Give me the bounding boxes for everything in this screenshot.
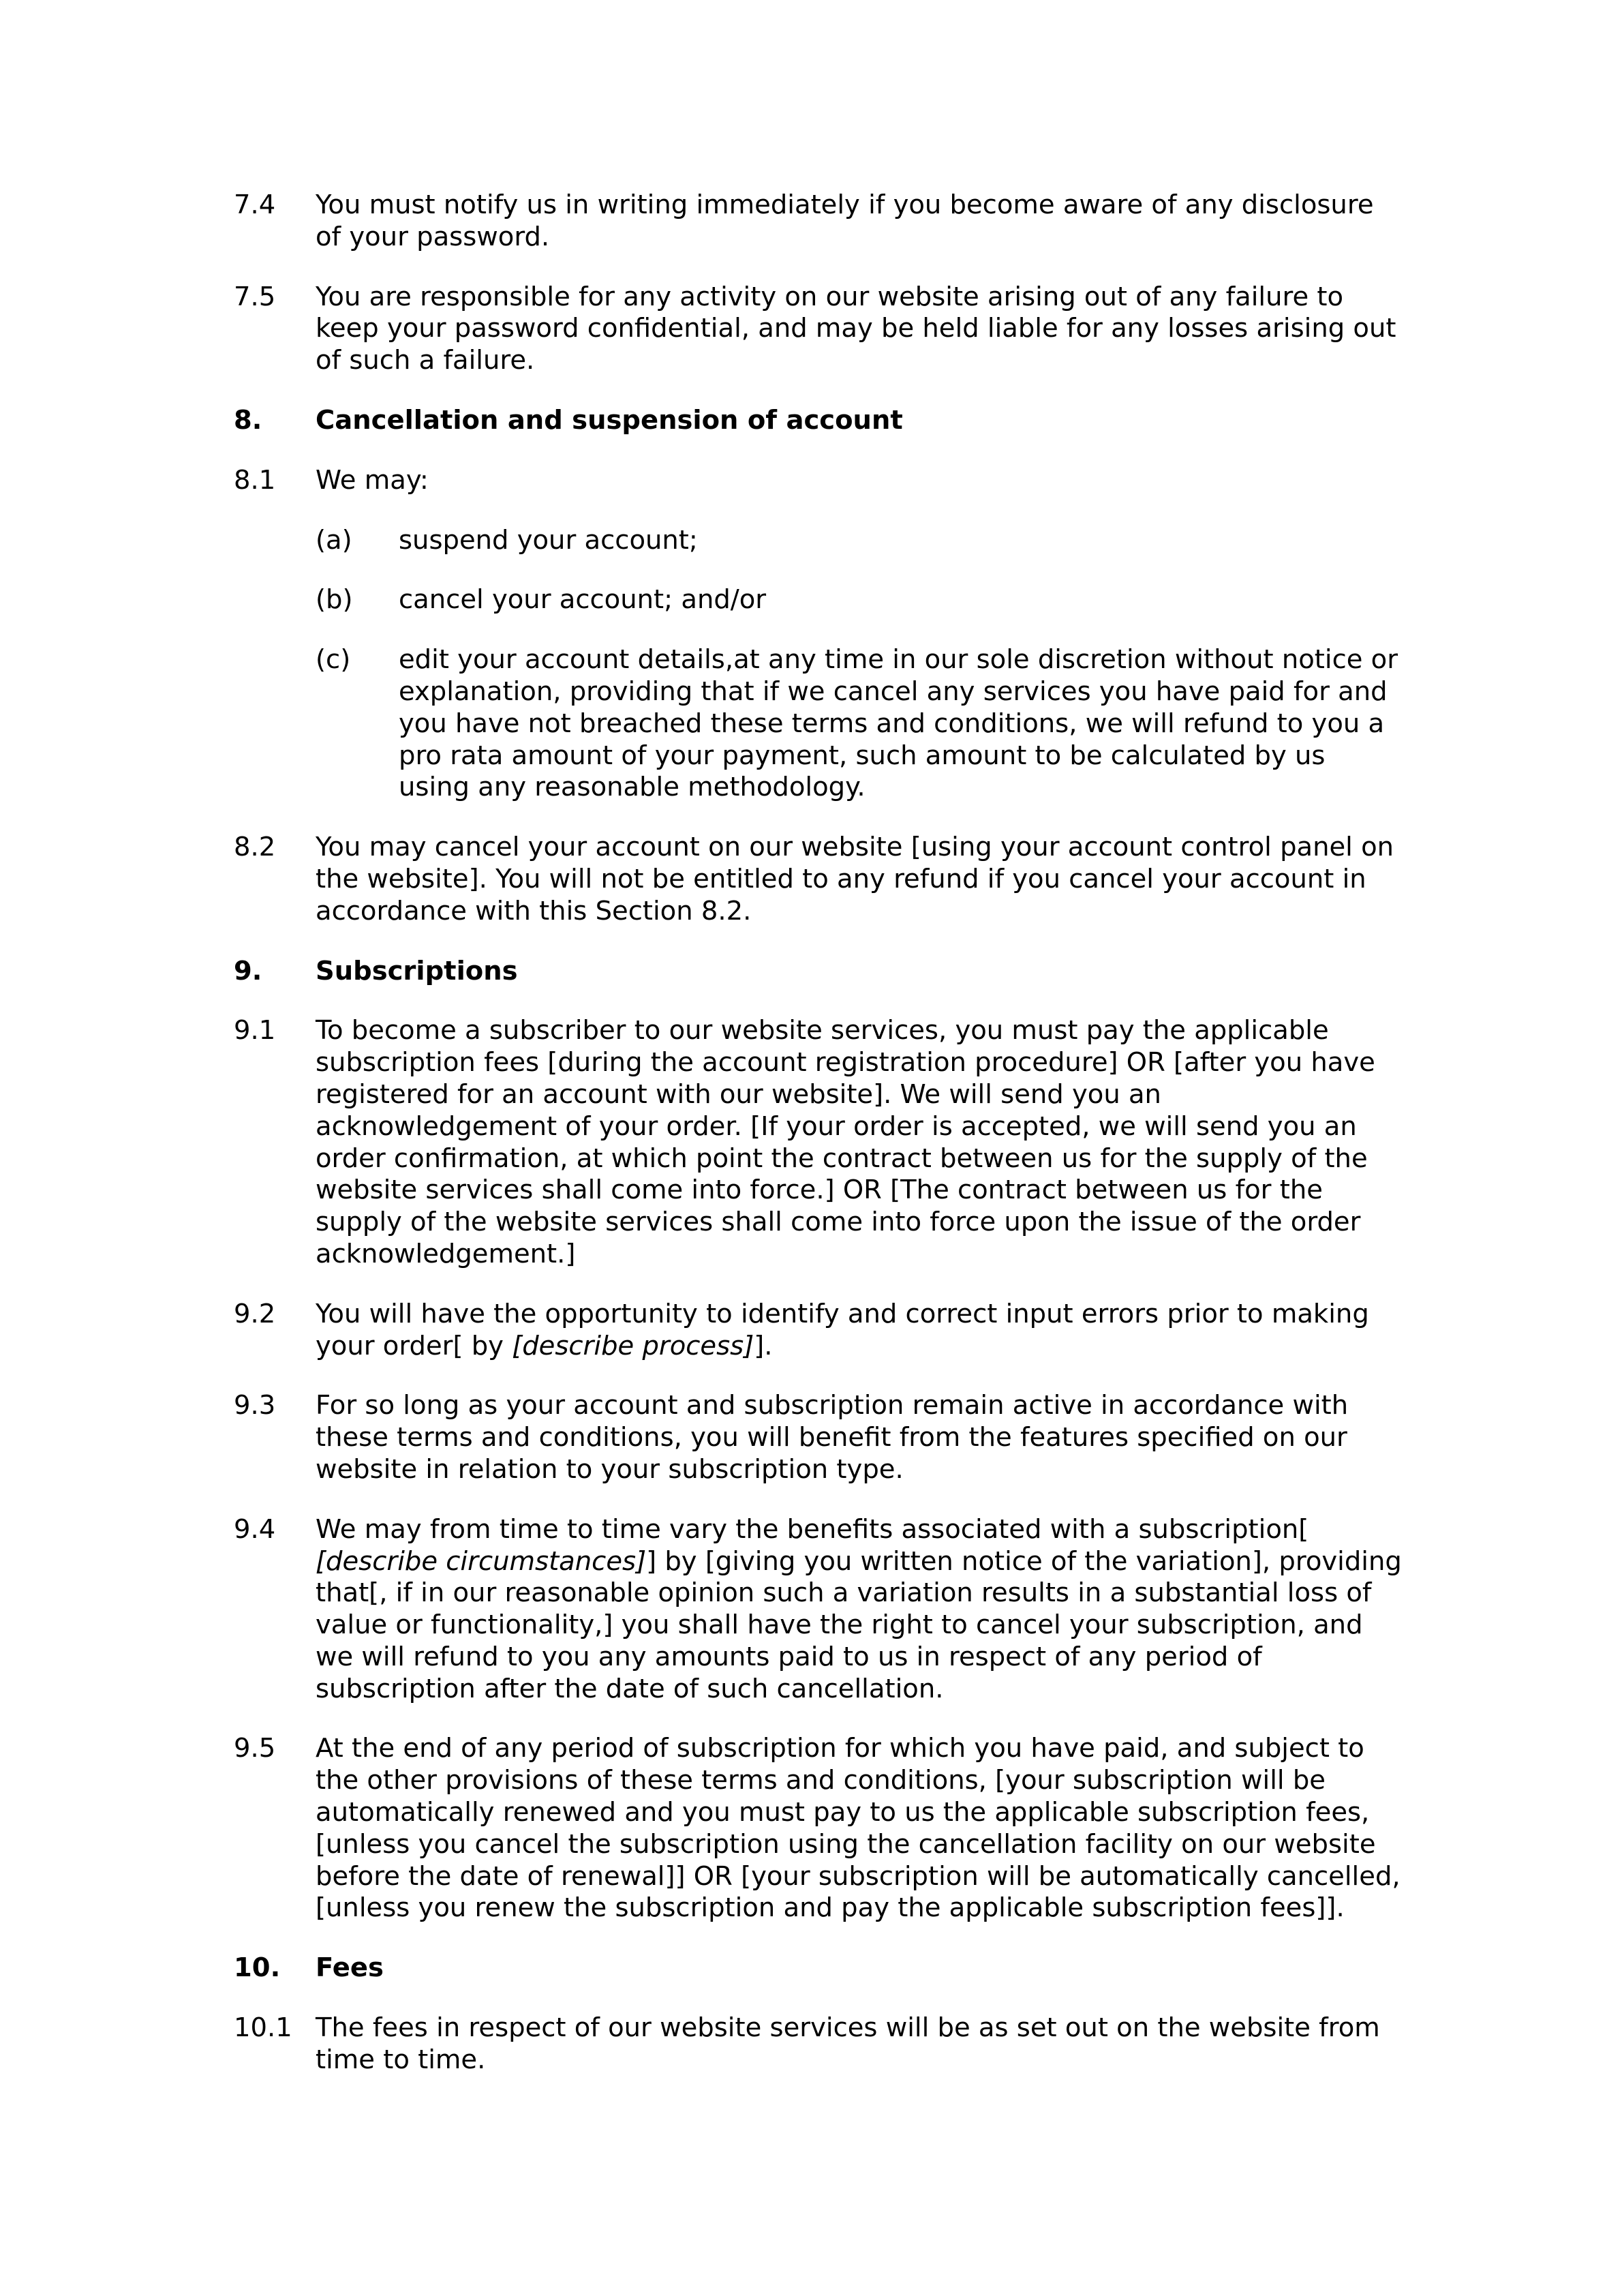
section-title: Cancellation and suspension of account xyxy=(316,404,903,436)
clause-10-1 xyxy=(234,2012,1404,2076)
subclause-text: cancel your account; and/or xyxy=(399,584,767,616)
clause-9-4 xyxy=(234,1514,1404,1706)
clause-text: To become a subscriber to our website services, you must pay the applicable subscription fees [during the account registration procedure] OR [after you have registered for an account with our website]. We will send you an acknowledgement of your order. [If your order is accepted, we will send you an order confirmation, at which point the contract between us for the supply of the website services shall come into force.] OR [The contract between us for the supply of the website services shall come into force upon the issue of the order acknowledgement.] xyxy=(316,1015,1375,1269)
clause-number: 10.1 xyxy=(234,2012,292,2044)
clause-text xyxy=(316,1514,1404,1706)
clause-number: 8.2 xyxy=(234,832,276,863)
clause-number: 9.1 xyxy=(234,1015,276,1046)
section-heading-8 xyxy=(234,405,1404,437)
subclause-text: suspend your account; xyxy=(399,524,698,556)
section-number: 8. xyxy=(234,404,262,436)
clause-number: 8.1 xyxy=(234,464,276,496)
placeholder-text: [describe circumstances] xyxy=(316,1545,647,1577)
clause-text: You must notify us in writing immediately if you become aware of any disclosure of your password. xyxy=(316,190,1374,252)
section-title: Fees xyxy=(316,1952,384,1984)
clause-text: We may: xyxy=(316,464,429,496)
clause-text-part: We may from time to time vary the benefits associated with a subscription[ xyxy=(316,1513,1309,1545)
clause-7-4 xyxy=(234,190,1404,254)
section-number: 10. xyxy=(234,1952,281,1984)
subclause-8-1-b xyxy=(234,584,1404,616)
clause-number: 7.4 xyxy=(234,190,276,220)
placeholder-text: [describe process] xyxy=(512,1330,754,1361)
clause-text: The fees in respect of our website services will be as set out on the website from time to time. xyxy=(316,2012,1380,2075)
clause-text: You may cancel your account on our website [using your account control panel on the website]. You will not be entitled to any refund if you cancel your account in accordance with this Section 8.2. xyxy=(316,832,1394,926)
clause-9-5 xyxy=(234,1733,1404,1924)
clause-text-part: You will have the opportunity to identify and correct input errors prior to making your order[ by xyxy=(316,1298,1369,1361)
clause-number: 9.3 xyxy=(234,1390,276,1421)
clause-8-2 xyxy=(234,832,1404,927)
clause-9-2 xyxy=(234,1299,1404,1363)
clause-text: For so long as your account and subscription remain active in accordance with these terms and conditions, you will benefit from the features specified on our website in relation to your subscription type. xyxy=(316,1390,1349,1485)
subclause-8-1-c xyxy=(234,644,1404,804)
clause-text: You are responsible for any activity on our website arising out of any failure to keep your password confidential, and may be held liable for any losses arising out of such a failure. xyxy=(316,281,1396,376)
subclause-letter: (c) xyxy=(316,644,351,676)
section-heading-10 xyxy=(234,1952,1404,1984)
subclause-letter: (a) xyxy=(316,524,352,556)
subclause-text: edit your account details,at any time in our sole discretion without notice or explanation, providing that if we cancel any services you have paid for and you have not breached these terms and conditions, we will refund to you a pro rata amount of your payment, such amount to be calculated by us using any reasonable methodology. xyxy=(399,644,1398,803)
clause-text-part: ]. xyxy=(754,1330,773,1361)
document-page xyxy=(234,190,1404,2104)
clause-9-3 xyxy=(234,1390,1404,1485)
subclause-8-1-a xyxy=(234,525,1404,557)
clause-number: 7.5 xyxy=(234,281,276,312)
clause-text: At the end of any period of subscription for which you have paid, and subject to the other provisions of these terms and conditions, [your subscription will be automatically renewed and you must pay to us the applicable subscription fees, [unless you cancel the subscription using the cancellation facility on our website before the date of renewal]] OR [your subscription will be automatically cancelled, [unless you renew the subscription and pay the applicable subscription fees]]. xyxy=(316,1733,1401,1924)
section-number: 9. xyxy=(234,955,262,986)
clause-9-1 xyxy=(234,1015,1404,1270)
section-heading-9 xyxy=(234,956,1404,988)
clause-text-part: ] by [giving you written notice of the variation], providing that[, if in our reasonable opinion such a variation results in a substantial loss of value or functionality,] you shall have the right to cancel your subscription, and we will refund to you any amounts paid to us in respect of any period of subscription after the date of such cancellation. xyxy=(316,1545,1402,1704)
clause-number: 9.5 xyxy=(234,1733,276,1764)
clause-7-5 xyxy=(234,282,1404,377)
subclause-letter: (b) xyxy=(316,584,353,616)
clause-text xyxy=(316,1299,1404,1363)
section-title: Subscriptions xyxy=(316,955,518,986)
clause-number: 9.4 xyxy=(234,1513,276,1545)
clause-number: 9.2 xyxy=(234,1298,276,1329)
clause-8-1 xyxy=(234,465,1404,497)
